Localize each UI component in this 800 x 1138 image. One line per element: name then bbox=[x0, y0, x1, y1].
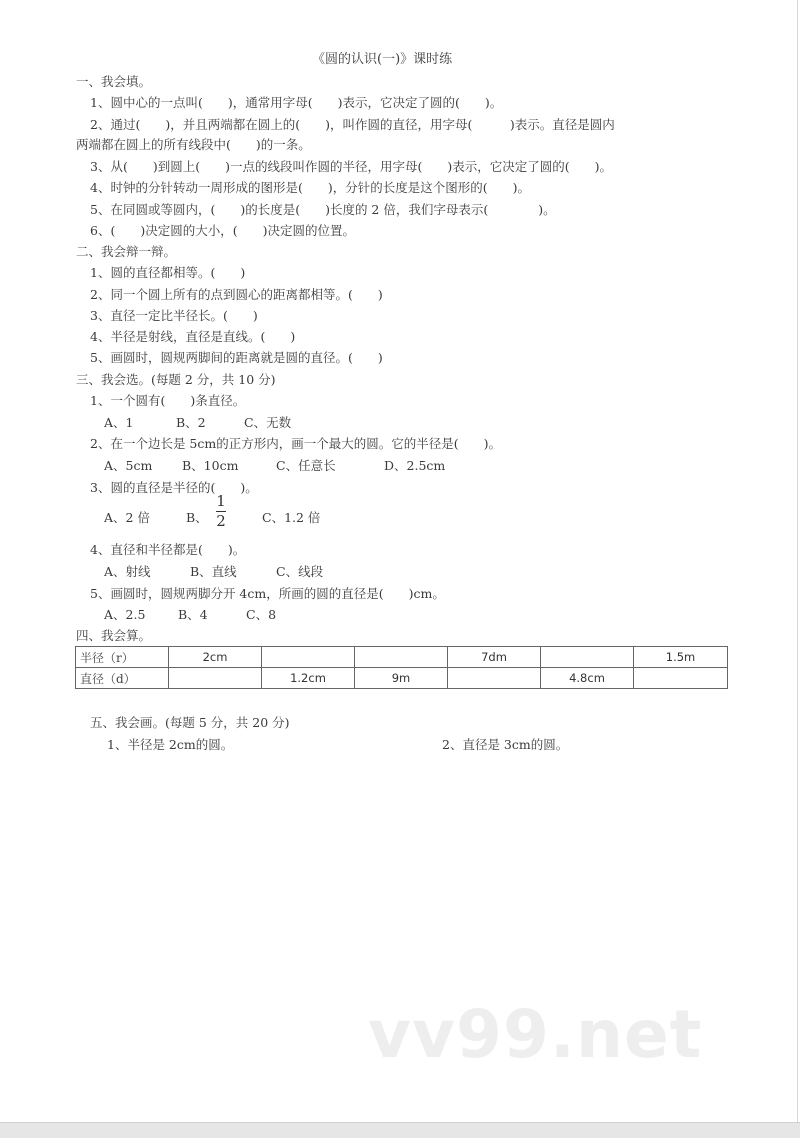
choice-options-1 bbox=[0, 415, 800, 431]
option-b: B、直线 bbox=[190, 564, 237, 579]
option-c: C、1.2 倍 bbox=[262, 510, 321, 525]
table-cell: 1.5m bbox=[634, 647, 728, 668]
row-label-radius: 半径（r） bbox=[76, 647, 169, 668]
option-b: B、4 bbox=[178, 607, 208, 622]
option-b: B、2 bbox=[176, 415, 206, 430]
fraction-denominator: 2 bbox=[216, 512, 226, 530]
option-a: A、5cm bbox=[104, 458, 153, 473]
fill-question-4: 4、时钟的分针转动一周形成的图形是( )，分针的长度是这个图形的( )。 bbox=[90, 180, 530, 195]
watermark: vv99.net bbox=[368, 996, 703, 1073]
section-heading-calculate: 四、我会算。 bbox=[76, 628, 152, 643]
draw-question-1: 1、半径是 2cm的圆。 bbox=[107, 737, 234, 752]
option-b: B、10cm bbox=[182, 458, 239, 473]
table-row-diameter bbox=[76, 668, 728, 689]
table-cell bbox=[355, 647, 448, 668]
table-cell: 4.8cm bbox=[541, 668, 634, 689]
judge-question-3: 3、直径一定比半径长。( ) bbox=[90, 308, 258, 323]
fraction-numerator: 1 bbox=[216, 492, 226, 510]
judge-question-2: 2、同一个圆上所有的点到圆心的距离都相等。( ) bbox=[90, 287, 383, 302]
table-cell: 7dm bbox=[448, 647, 541, 668]
table-row-radius bbox=[76, 647, 728, 668]
choice-question-2: 2、在一个边长是 5cm的正方形内，画一个最大的圆。它的半径是( )。 bbox=[90, 436, 501, 451]
radius-diameter-table bbox=[75, 646, 728, 689]
table-cell bbox=[448, 668, 541, 689]
choice-options-2 bbox=[0, 458, 800, 474]
option-a: A、射线 bbox=[104, 564, 151, 579]
judge-question-1: 1、圆的直径都相等。( ) bbox=[90, 265, 246, 280]
section-heading-judge: 二、我会辩一辩。 bbox=[76, 244, 177, 259]
choice-question-4: 4、直径和半径都是( )。 bbox=[90, 542, 246, 557]
section-heading-draw: 五、我会画。(每题 5 分，共 20 分) bbox=[90, 715, 290, 730]
table-cell: 1.2cm bbox=[262, 668, 355, 689]
fill-question-2-continued: 两端都在圆上的所有线段中( )的一条。 bbox=[76, 137, 311, 152]
fraction-one-half bbox=[216, 493, 226, 530]
choice-options-4 bbox=[0, 564, 800, 580]
choice-options-5 bbox=[0, 607, 800, 623]
section-heading-choose: 三、我会选。(每题 2 分，共 10 分) bbox=[76, 372, 276, 387]
fill-question-6: 6、( )决定圆的大小，( )决定圆的位置。 bbox=[90, 223, 355, 238]
option-c: C、无数 bbox=[244, 415, 292, 430]
table-cell bbox=[169, 668, 262, 689]
option-d: D、2.5cm bbox=[384, 458, 446, 473]
choice-question-3: 3、圆的直径是半径的( )。 bbox=[90, 480, 258, 495]
draw-question-2: 2、直径是 3cm的圆。 bbox=[442, 737, 569, 752]
choice-question-1: 1、一个圆有( )条直径。 bbox=[90, 393, 246, 408]
judge-question-5: 5、画圆时，圆规两脚间的距离就是圆的直径。( ) bbox=[90, 350, 383, 365]
table-cell: 2cm bbox=[169, 647, 262, 668]
table-cell: 9m bbox=[355, 668, 448, 689]
judge-question-4: 4、半径是射线，直径是直线。( ) bbox=[90, 329, 296, 344]
choice-question-5: 5、画圆时，圆规两脚分开 4cm，所画的圆的直径是( )cm。 bbox=[90, 586, 445, 601]
fill-question-2: 2、通过( )，并且两端都在圆上的( )，叫作圆的直径，用字母( )表示。直径是圆内 bbox=[90, 117, 615, 132]
section-heading-fill: 一、我会填。 bbox=[76, 74, 152, 89]
table-cell bbox=[541, 647, 634, 668]
table-cell bbox=[262, 647, 355, 668]
option-a: A、1 bbox=[104, 415, 134, 430]
document-title: 《圆的认识(一)》课时练 bbox=[312, 52, 453, 67]
option-b: B、 bbox=[186, 510, 208, 525]
choice-options-3 bbox=[0, 510, 800, 526]
fill-question-1: 1、圆中心的一点叫( )，通常用字母( )表示，它决定了圆的( )。 bbox=[90, 95, 503, 110]
option-c: C、任意长 bbox=[276, 458, 336, 473]
fill-question-5: 5、在同圆或等圆内，( )的长度是( )长度的 2 倍，我们字母表示( )。 bbox=[90, 202, 556, 217]
option-c: C、线段 bbox=[276, 564, 324, 579]
option-c: C、8 bbox=[246, 607, 277, 622]
page-bottom-edge bbox=[0, 1122, 800, 1138]
fill-question-3: 3、从( )到圆上( )一点的线段叫作圆的半径，用字母( )表示，它决定了圆的( )。 bbox=[90, 159, 612, 174]
table-cell bbox=[634, 668, 728, 689]
option-a: A、2.5 bbox=[104, 607, 146, 622]
row-label-diameter: 直径（d） bbox=[76, 668, 169, 689]
option-a: A、2 倍 bbox=[104, 510, 150, 525]
